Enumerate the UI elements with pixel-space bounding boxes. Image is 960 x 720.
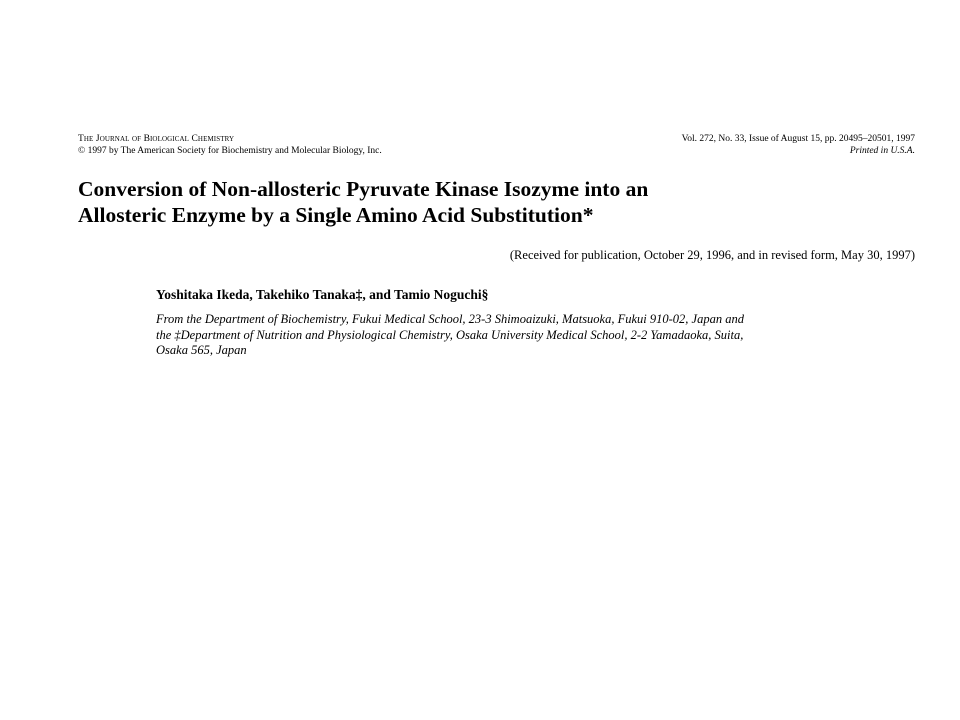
journal-header <box>78 133 382 157</box>
affiliation-line-2: the ‡Department of Nutrition and Physiological Chemistry, Osaka University Medical School, 2-2 Yamadaoka, Suita, <box>156 327 744 342</box>
article-title <box>78 176 918 228</box>
affiliation-block <box>156 312 916 359</box>
affiliation-line-1: From the Department of Biochemistry, Fukui Medical School, 23-3 Shimoaizuki, Matsuoka, Fukui 910-02, Japan and <box>156 312 744 326</box>
affiliation-line-3: Osaka 565, Japan <box>156 343 247 357</box>
issue-header <box>682 133 915 157</box>
copyright-line: © 1997 by The American Society for Biochemistry and Molecular Biology, Inc. <box>78 146 382 156</box>
printed-location: Printed in U.S.A. <box>849 146 915 156</box>
volume-info: Vol. 272, No. 33, Issue of August 15, pp. 20495–20501, 1997 <box>681 134 915 144</box>
received-dates: (Received for publication, October 29, 1996, and in revised form, May 30, 1997) <box>509 248 915 262</box>
journal-name: The Journal of Biological Chemistry <box>78 134 235 144</box>
title-line-1: Conversion of Non-allosteric Pyruvate Kinase Isozyme into an <box>78 177 649 201</box>
title-line-2: Allosteric Enzyme by a Single Amino Acid Substitution* <box>78 203 594 227</box>
author-list: Yoshitaka Ikeda, Takehiko Tanaka‡, and Tamio Noguchi§ <box>156 287 489 302</box>
